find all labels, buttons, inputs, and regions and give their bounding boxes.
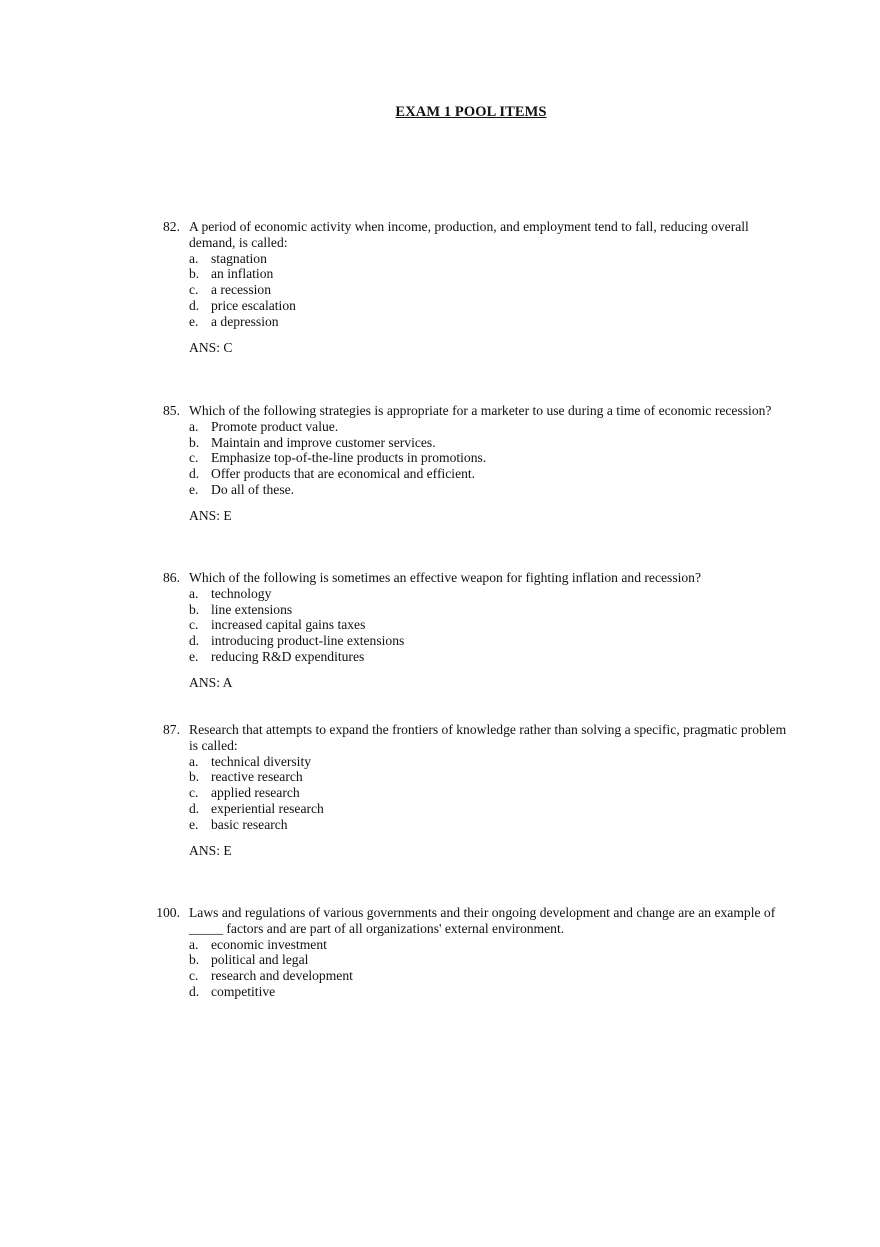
option-text: economic investment xyxy=(211,936,327,952)
question-body xyxy=(189,403,790,524)
option-text: a recession xyxy=(211,282,272,298)
option-text: Do all of these. xyxy=(211,481,295,497)
option-text: stagnation xyxy=(211,250,267,266)
option-letter: e. xyxy=(189,481,199,497)
option-item xyxy=(189,266,790,282)
option-letter: d. xyxy=(189,633,200,649)
page-title: EXAM 1 POOL ITEMS xyxy=(395,104,547,120)
option-item xyxy=(189,282,790,298)
option-item xyxy=(189,450,790,466)
option-letter: c. xyxy=(189,450,199,466)
question-number: 82. xyxy=(163,219,180,234)
question-item xyxy=(150,570,790,691)
option-text: technology xyxy=(211,585,272,601)
question-number: 86. xyxy=(163,570,180,585)
option-letter: e. xyxy=(189,816,199,832)
option-text: Maintain and improve customer services. xyxy=(211,434,436,450)
option-text: Promote product value. xyxy=(211,418,339,434)
option-letter: b. xyxy=(189,601,200,617)
option-item xyxy=(189,482,790,498)
option-list xyxy=(189,754,790,833)
option-item xyxy=(189,984,790,1000)
option-text: Offer products that are economical and efficient. xyxy=(211,466,476,482)
option-letter: d. xyxy=(189,983,200,999)
option-item xyxy=(189,251,790,267)
option-text: a depression xyxy=(211,313,279,329)
question-text: Which of the following is sometimes an effective weapon for fighting inflation and recession? xyxy=(189,570,702,585)
option-item xyxy=(189,586,790,602)
option-text: line extensions xyxy=(211,601,293,617)
question-text: Research that attempts to expand the frontiers of knowledge rather than solving a specific, pragmatic problem is called: xyxy=(189,722,787,753)
option-letter: d. xyxy=(189,466,200,482)
question-item xyxy=(150,905,790,1000)
option-letter: d. xyxy=(189,297,200,313)
option-item xyxy=(189,602,790,618)
option-letter: e. xyxy=(189,313,199,329)
question-body xyxy=(189,570,790,691)
option-text: an inflation xyxy=(211,266,274,282)
option-list xyxy=(189,251,790,330)
option-item xyxy=(189,298,790,314)
option-letter: b. xyxy=(189,769,200,785)
option-item xyxy=(189,617,790,633)
option-text: increased capital gains taxes xyxy=(211,617,366,633)
question-text: A period of economic activity when income, production, and employment tend to fall, reducing overall demand, is called: xyxy=(189,219,749,250)
option-list xyxy=(189,937,790,1000)
option-item xyxy=(189,968,790,984)
option-letter: c. xyxy=(189,617,199,633)
option-letter: c. xyxy=(189,968,199,984)
answer-key: ANS: C xyxy=(189,339,233,355)
option-list xyxy=(189,586,790,665)
question-item xyxy=(150,219,790,355)
option-text: competitive xyxy=(211,983,276,999)
question-item xyxy=(150,722,790,858)
option-text: technical diversity xyxy=(211,753,312,769)
option-letter: e. xyxy=(189,648,199,664)
option-letter: c. xyxy=(189,282,199,298)
option-letter: c. xyxy=(189,785,199,801)
option-item xyxy=(189,817,790,833)
option-item xyxy=(189,435,790,451)
option-item xyxy=(189,419,790,435)
option-text: applied research xyxy=(211,785,300,801)
option-text: experiential research xyxy=(211,800,324,816)
option-letter: b. xyxy=(189,952,200,968)
question-body xyxy=(189,905,790,1000)
question-text: Which of the following strategies is appropriate for a marketer to use during a time of economic recession? xyxy=(189,403,772,418)
option-letter: a. xyxy=(189,753,199,769)
option-item xyxy=(189,952,790,968)
question-number: 87. xyxy=(163,722,180,737)
option-text: political and legal xyxy=(211,952,309,968)
option-item xyxy=(189,633,790,649)
option-item xyxy=(189,649,790,665)
option-item xyxy=(189,314,790,330)
question-text: Laws and regulations of various governments and their ongoing development and change are an example of _____ factors and are part of all organizations' external environment. xyxy=(189,905,776,936)
question-body xyxy=(189,219,790,355)
option-text: reducing R&D expenditures xyxy=(211,648,365,664)
option-item xyxy=(189,937,790,953)
option-item xyxy=(189,769,790,785)
answer-key: ANS: E xyxy=(189,842,232,858)
answer-key: ANS: E xyxy=(189,507,232,523)
option-letter: d. xyxy=(189,800,200,816)
option-letter: a. xyxy=(189,936,199,952)
option-letter: a. xyxy=(189,585,199,601)
option-letter: b. xyxy=(189,434,200,450)
option-item xyxy=(189,801,790,817)
option-letter: b. xyxy=(189,266,200,282)
question-number: 85. xyxy=(163,403,180,418)
option-text: basic research xyxy=(211,816,288,832)
question-body xyxy=(189,722,790,858)
answer-key: ANS: A xyxy=(189,674,233,690)
option-list xyxy=(189,419,790,498)
option-letter: a. xyxy=(189,418,199,434)
question-item xyxy=(150,403,790,524)
option-text: introducing product-line extensions xyxy=(211,633,405,649)
option-letter: a. xyxy=(189,250,199,266)
option-text: reactive research xyxy=(211,769,303,785)
option-text: Emphasize top-of-the-line products in promotions. xyxy=(211,450,487,466)
option-item xyxy=(189,466,790,482)
question-number: 100. xyxy=(156,905,180,920)
option-text: research and development xyxy=(211,968,353,984)
option-item xyxy=(189,754,790,770)
option-item xyxy=(189,785,790,801)
option-text: price escalation xyxy=(211,297,296,313)
